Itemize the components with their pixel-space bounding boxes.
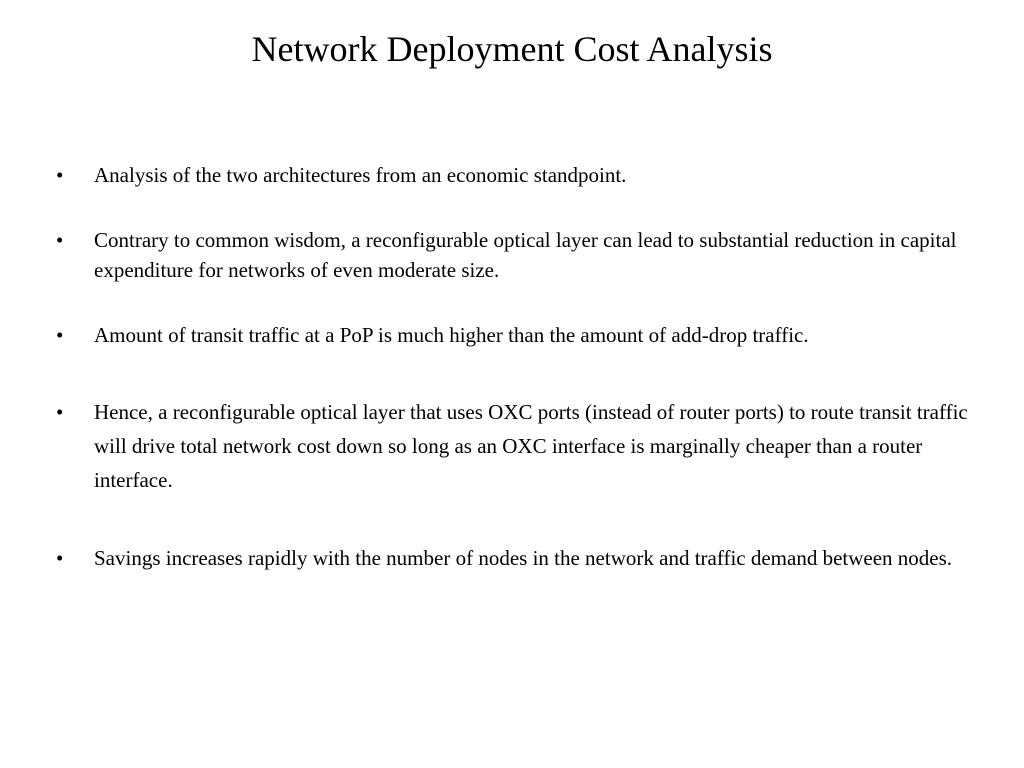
bullet-marker: • xyxy=(56,400,64,424)
bullet-text: Amount of transit traffic at a PoP is much higher than the amount of add-drop traffic. xyxy=(94,323,809,347)
bullet-item xyxy=(56,320,986,350)
bullet-item xyxy=(56,225,986,285)
bullet-marker: • xyxy=(56,228,64,252)
bullet-item xyxy=(56,395,986,497)
bullet-text: Savings increases rapidly with the number of nodes in the network and traffic demand between nodes. xyxy=(94,546,953,570)
bullet-marker: • xyxy=(56,323,64,347)
bullet-marker: • xyxy=(56,546,64,570)
bullet-item xyxy=(56,541,986,575)
bullet-text: Contrary to common wisdom, a reconfigurable optical layer can lead to substantial reduction in capital expenditure for networks of even moderate size. xyxy=(94,228,957,282)
bullet-item xyxy=(56,160,986,190)
bullet-marker: • xyxy=(56,163,64,187)
bullet-text: Hence, a reconfigurable optical layer that uses OXC ports (instead of router ports) to route transit traffic will drive total network cost down so long as an OXC interface is marginally cheaper than a router interface. xyxy=(94,400,968,492)
bullet-text: Analysis of the two architectures from an economic standpoint. xyxy=(94,163,627,187)
slide-title: Network Deployment Cost Analysis xyxy=(251,29,773,69)
